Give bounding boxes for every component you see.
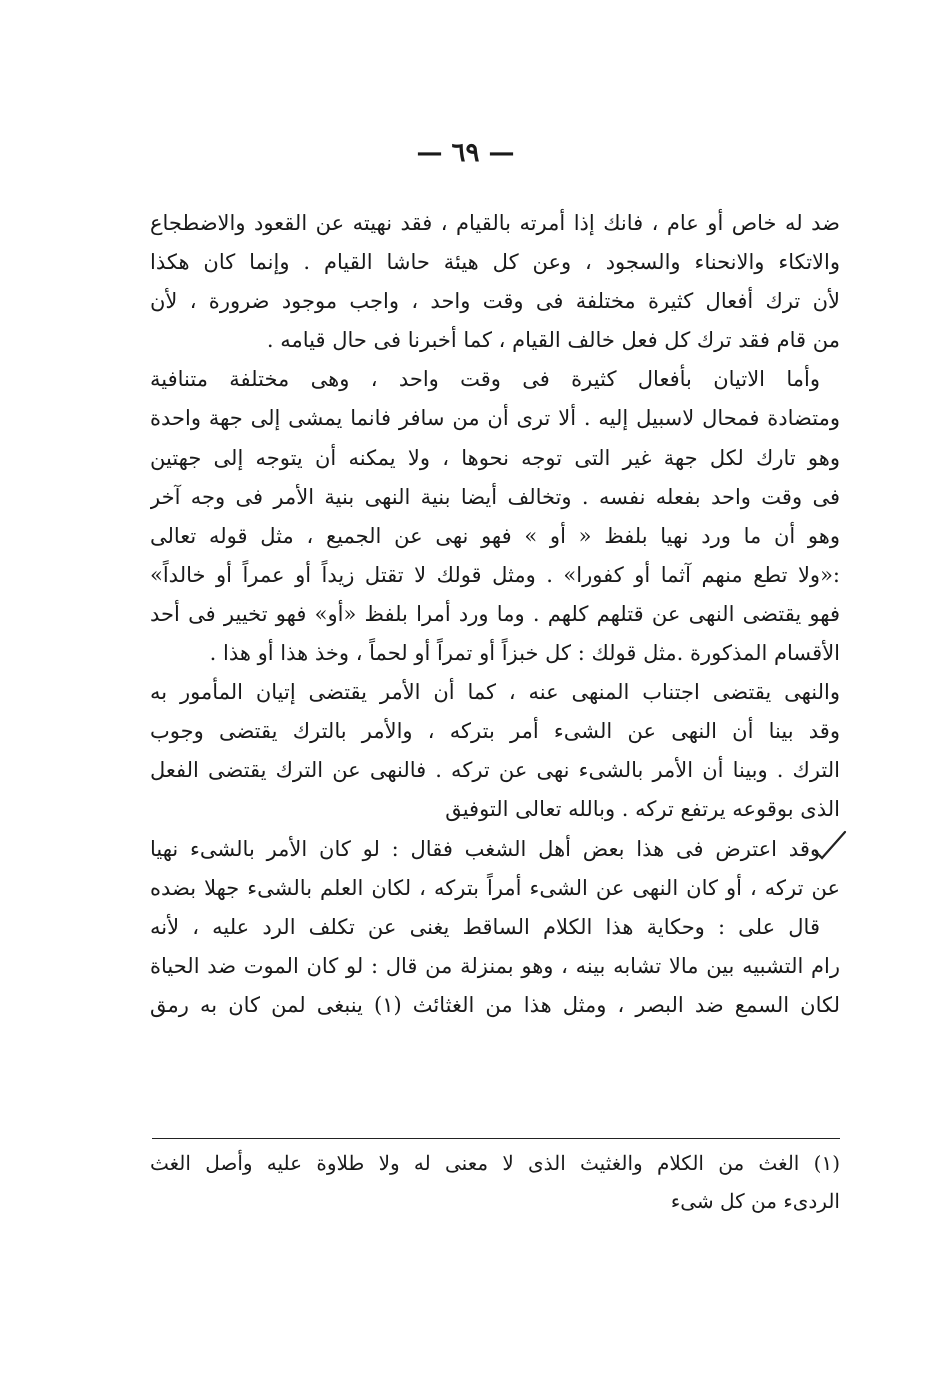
page-number: — ٦٩ — xyxy=(416,138,515,168)
text-line: والاتكاء والانحناء والسجود ، وعن كل هيئة حاشا القيام . وإنما كان هكذا xyxy=(150,250,840,275)
text-line: وهو تارك لكل جهة غير التى توجه نحوها ، ولا يمكنه أن يتوجه إلى جهتين xyxy=(150,445,840,470)
text-line: وقد بينا أن النهى عن الشىء أمر بتركه ، والأمر بالترك يقتضى وجوب xyxy=(150,719,840,744)
text-line: لأن ترك أفعال كثيرة مختلفة فى وقت واحد ، واجب موجود ضرورة ، لأن xyxy=(150,289,840,314)
text-line: قال على : وحكاية هذا الكلام الساقط يغنى عن تكلف الرد عليه ، لأنه xyxy=(150,914,820,939)
footnote-line: الردىء من كل شىء xyxy=(670,1189,840,1213)
text-line: وأما الاتيان بأفعال كثيرة فى وقت واحد ، وهى مختلفة متنافية xyxy=(150,367,820,392)
text-line: لكان السمع ضد البصر ، ومثل هذا من الغثائث (١) ينبغى لمن كان به رمق xyxy=(150,992,840,1017)
text-line: :«ولا تطع منهم آثما أو كفورا» . ومثل قولك لا تقتل زيداً أو عمراً أو خالداً» xyxy=(150,562,840,587)
text-line: ومتضادة فمحال لاسبيل إليه . ألا ترى أن من سافر فانما يمشى إلى جهة واحدة xyxy=(150,406,840,431)
text-line: والنهى يقتضى اجتناب المنهى عنه ، كما أن الأمر يقتضى إتيان المأمور به xyxy=(150,680,840,705)
text-line: وقد اعترض فى هذا بعض أهل الشغب فقال : لو كان الأمر بالشىء نهيا xyxy=(150,836,820,861)
body-text xyxy=(150,204,840,1025)
text-line: فهو يقتضى النهى عن قتلهم كلهم . وما ورد أمرا بلفظ «أو» فهو تخيير فى أحد xyxy=(150,601,840,626)
footnote-line: (١) الغث من الكلام والغثيث الذى لا معنى له ولا طلاوة عليه وأصل الغث xyxy=(150,1151,840,1175)
text-line: الأقسام المذكورة .مثل قولك : كل خبزاً أو تمراً أو لحماً ، وخذ هذا أو هذا . xyxy=(209,641,840,666)
margin-check-mark-icon xyxy=(812,826,848,862)
text-line: فى وقت واحد بفعله نفسه . وتخالف أيضا بنية النهى بنية الأمر فى وجه آخر xyxy=(150,484,840,509)
text-line: وهو أن ما ورد نهيا بلفظ « أو » فهو نهى عن الجميع ، مثل قوله تعالى xyxy=(150,523,840,548)
text-line: الترك . وبينا أن الأمر بالشىء نهى عن تركه . فالنهى عن الترك يقتضى الفعل xyxy=(150,758,840,783)
text-line: ضد له خاص أو عام ، فانك إذا أمرته بالقيام ، فقد نهيته عن القعود والاضطجاع xyxy=(150,211,840,235)
footnote xyxy=(150,1144,840,1220)
text-line: عن تركه ، أو كان النهى عن الشىء أمراً بتركه ، لكان العلم بالشىء جهلا بضده xyxy=(150,875,840,900)
text-line: من قام فقد ترك كل فعل خالف القيام ، كما أخبرنا فى حال قيامه . xyxy=(266,328,840,353)
footnote-divider xyxy=(152,1138,840,1139)
text-line: رام التشبيه بين مالا تشابه بينه ، وهو بمنزلة من قال : لو كان الموت ضد الحياة xyxy=(150,953,840,978)
text-line: الذى بوقوعه يرتفع تركه . وبالله تعالى التوفيق xyxy=(445,797,840,822)
